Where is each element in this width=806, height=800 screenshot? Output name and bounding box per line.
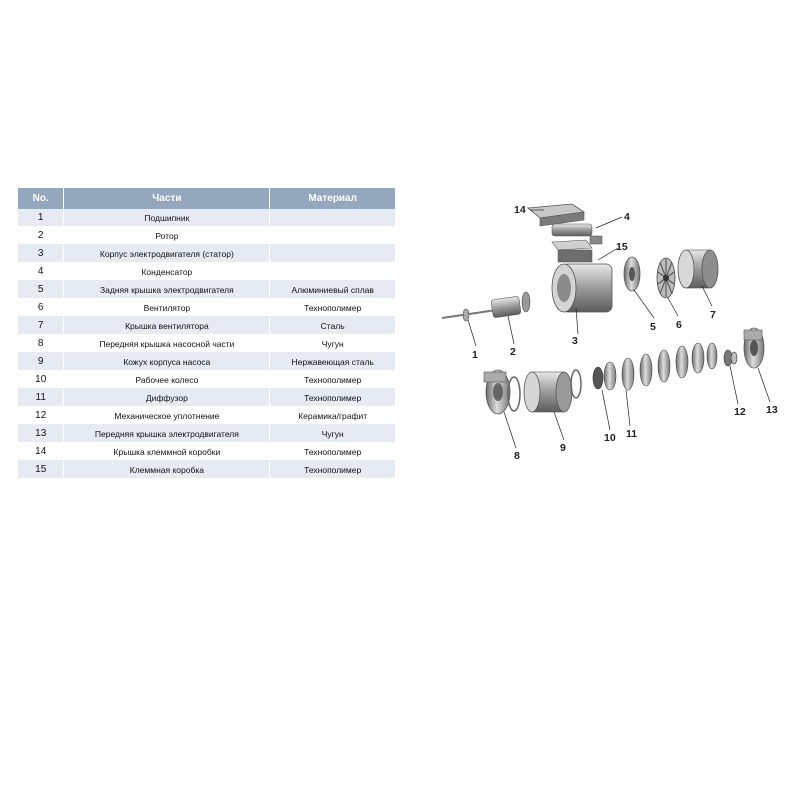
cell-part: Подшипник	[64, 209, 270, 227]
cell-material: Технополимер	[270, 371, 396, 389]
cell-material: Сталь	[270, 317, 396, 335]
cell-part: Ротор	[64, 227, 270, 245]
cell-material	[270, 209, 396, 227]
callout-14: 14	[514, 204, 526, 216]
cell-number: 12	[18, 407, 64, 425]
cell-part: Конденсатор	[64, 263, 270, 281]
cell-number: 13	[18, 425, 64, 443]
callout-3: 3	[572, 335, 578, 347]
cell-part: Задняя крышка электродвигателя	[64, 281, 270, 299]
callout-2: 2	[510, 346, 516, 358]
cell-part: Крышка клеммной коробки	[64, 443, 270, 461]
cell-material: Чугун	[270, 335, 396, 353]
cell-material	[270, 263, 396, 281]
cell-part: Крышка вентилятора	[64, 317, 270, 335]
table-row	[18, 317, 396, 335]
table-row	[18, 209, 396, 227]
motor-housing	[552, 264, 612, 312]
rear-motor-cover	[624, 257, 640, 291]
cell-number: 15	[18, 461, 64, 479]
cell-number: 3	[18, 245, 64, 263]
callout-7: 7	[710, 309, 716, 321]
cell-number: 9	[18, 353, 64, 371]
terminal-box-cover	[528, 204, 584, 226]
table-row	[18, 407, 396, 425]
cell-number: 7	[18, 317, 64, 335]
callout-1: 1	[472, 349, 478, 361]
pump-front-cover	[484, 370, 510, 414]
callout-9: 9	[560, 442, 566, 454]
callout-5: 5	[650, 321, 656, 333]
cell-material: Нержавеющая сталь	[270, 353, 396, 371]
cell-part: Корпус электродвигателя (статор)	[64, 245, 270, 263]
callout-8: 8	[514, 450, 520, 462]
rotor	[491, 292, 530, 318]
table-row	[18, 461, 396, 479]
mechanical-seal	[724, 350, 737, 366]
cell-material	[270, 227, 396, 245]
callout-13: 13	[766, 404, 778, 416]
table-row	[18, 389, 396, 407]
table-row	[18, 245, 396, 263]
cell-material: Алюминиевый сплав	[270, 281, 396, 299]
cell-part: Кожух корпуса насоса	[64, 353, 270, 371]
callout-15: 15	[616, 241, 628, 253]
cell-number: 2	[18, 227, 64, 245]
terminal-box	[552, 240, 592, 262]
cell-part: Диффузор	[64, 389, 270, 407]
cell-material: Технополимер	[270, 389, 396, 407]
pump-casing	[508, 370, 581, 412]
cell-number: 5	[18, 281, 64, 299]
table-row	[18, 263, 396, 281]
table-row	[18, 227, 396, 245]
fan-cover	[678, 250, 718, 288]
table-row	[18, 371, 396, 389]
table-row	[18, 353, 396, 371]
table-row	[18, 299, 396, 317]
cell-material: Технополимер	[270, 299, 396, 317]
table-row	[18, 335, 396, 353]
table-body	[18, 209, 396, 479]
cell-number: 4	[18, 263, 64, 281]
fan	[657, 258, 675, 298]
header-material: Материал	[270, 188, 396, 209]
table-row	[18, 425, 396, 443]
cell-material	[270, 245, 396, 263]
cell-part: Передняя крышка насосной части	[64, 335, 270, 353]
table-header-row	[18, 188, 396, 209]
motor-front-cover	[744, 328, 764, 368]
cell-number: 11	[18, 389, 64, 407]
header-number: No.	[18, 188, 64, 209]
callout-6: 6	[676, 319, 682, 331]
impellers-diffusers	[593, 343, 717, 390]
cell-number: 1	[18, 209, 64, 227]
cell-number: 10	[18, 371, 64, 389]
callout-4: 4	[624, 211, 630, 223]
cell-part: Механическое уплотнение	[64, 407, 270, 425]
cell-material: Технополимер	[270, 443, 396, 461]
cell-part: Вентилятор	[64, 299, 270, 317]
cell-part: Клеммная коробка	[64, 461, 270, 479]
header-part: Части	[64, 188, 270, 209]
cell-material: Чугун	[270, 425, 396, 443]
cell-number: 14	[18, 443, 64, 461]
cell-part: Рабочее колесо	[64, 371, 270, 389]
pump-exploded-diagram	[436, 198, 786, 463]
table-row	[18, 443, 396, 461]
callout-12: 12	[734, 406, 746, 418]
callout-10: 10	[604, 432, 616, 444]
parts-table	[18, 188, 396, 479]
cell-number: 8	[18, 335, 64, 353]
table-row	[18, 281, 396, 299]
cell-number: 6	[18, 299, 64, 317]
cell-part: Передняя крышка электродвигателя	[64, 425, 270, 443]
cell-material: Керамика/графит	[270, 407, 396, 425]
callout-11: 11	[626, 428, 638, 440]
cell-material: Технополимер	[270, 461, 396, 479]
